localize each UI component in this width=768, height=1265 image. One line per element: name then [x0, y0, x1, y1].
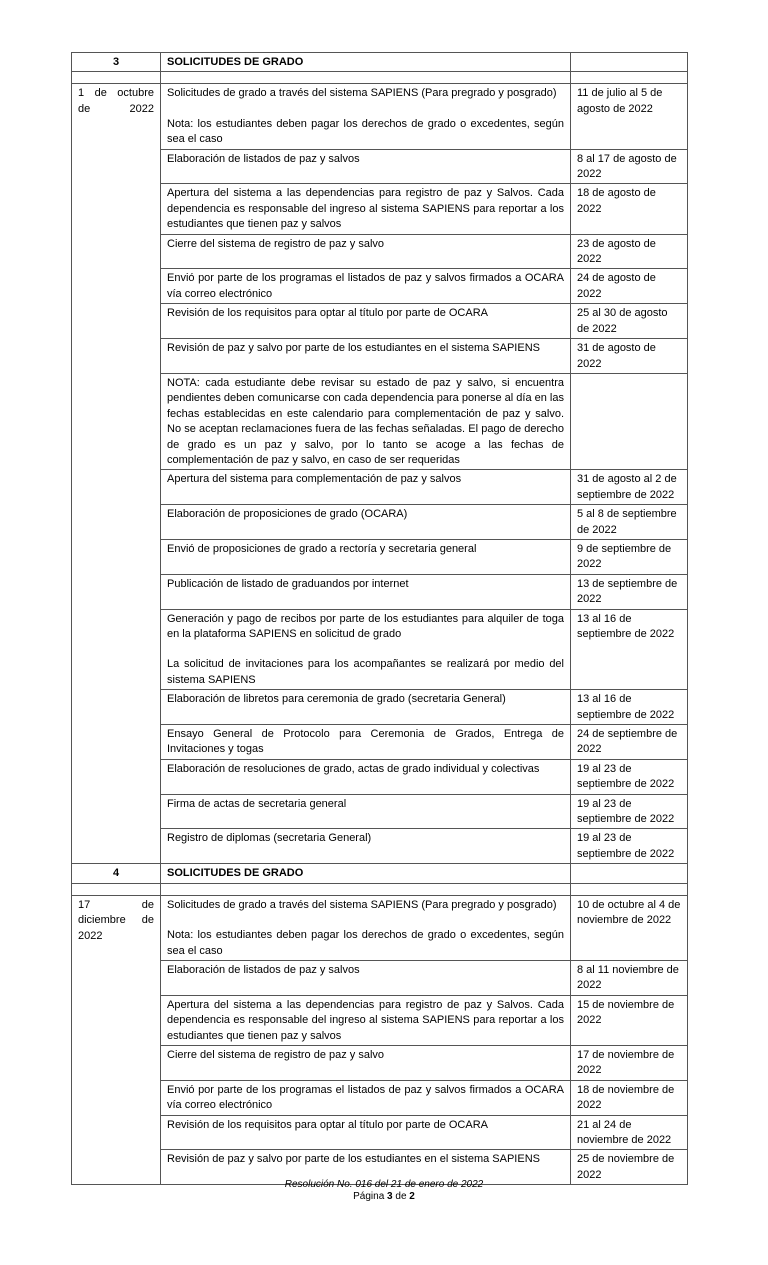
activity-cell: [161, 373, 571, 469]
calendar-table-body: [72, 53, 688, 1185]
activity-text: La solicitud de invitaciones para los acompañantes se realizará por medio del sistema SAPIENS: [167, 658, 564, 686]
section-title: SOLICITUDES DE GRADO: [161, 864, 571, 883]
activity-cell: [161, 794, 571, 829]
activity-row: [72, 725, 688, 760]
activity-date: 15 de noviembre de 2022: [571, 995, 688, 1045]
activity-cell: [161, 84, 571, 149]
activity-date: 17 de noviembre de 2022: [571, 1045, 688, 1080]
activity-text: Apertura del sistema a las dependencias para registro de paz y Salvos. Cada dependencia es responsable del ingreso al sistema SAPIENS para reportar a los estudiantes que tienen paz y salvos: [167, 187, 564, 231]
activity-text: Generación y pago de recibos por parte de los estudiantes para alquiler de toga en la plataforma SAPIENS en solicitud de grado: [167, 612, 564, 640]
activity-row: [72, 373, 688, 469]
activity-row: [72, 339, 688, 374]
activity-text: Apertura del sistema a las dependencias para registro de paz y Salvos. Cada dependencia es responsable del ingreso al sistema SAPIENS para reportar a los estudiantes que tienen paz y salvos: [167, 998, 564, 1042]
calendar-table: [71, 52, 688, 1185]
activity-date: 9 de septiembre de 2022: [571, 539, 688, 574]
activity-text: Elaboración de resoluciones de grado, actas de grado individual y colectivas: [167, 762, 540, 775]
activity-row: [72, 149, 688, 184]
activity-cell: [161, 1080, 571, 1115]
section-period: 17 de diciembre de 2022: [72, 895, 161, 1185]
activity-date: [571, 373, 688, 469]
activity-text: Cierre del sistema de registro de paz y salvo: [167, 237, 385, 250]
activity-row: [72, 234, 688, 269]
activity-cell: [161, 234, 571, 269]
activity-text: Firma de actas de secretaria general: [167, 797, 347, 810]
activity-date: 5 al 8 de septiembre de 2022: [571, 505, 688, 540]
activity-row: [72, 759, 688, 794]
activity-date: 31 de agosto de 2022: [571, 339, 688, 374]
activity-date: 19 al 23 de septiembre de 2022: [571, 829, 688, 864]
activity-row: [72, 895, 688, 960]
activity-row: [72, 1115, 688, 1150]
activity-text: Revisión de los requisitos para optar al título por parte de OCARA: [167, 1118, 488, 1131]
footer-page-current: 3: [387, 1191, 393, 1202]
page-footer: [0, 1179, 768, 1203]
activity-text: Elaboración de listados de paz y salvos: [167, 963, 360, 976]
activity-date: 19 al 23 de septiembre de 2022: [571, 759, 688, 794]
activity-cell: [161, 725, 571, 760]
activity-date: 10 de octubre al 4 de noviembre de 2022: [571, 895, 688, 960]
spacer-cell: [72, 72, 161, 84]
activity-cell: [161, 960, 571, 995]
section-number: 4: [72, 864, 161, 883]
activity-row: [72, 960, 688, 995]
activity-date: 18 de noviembre de 2022: [571, 1080, 688, 1115]
activity-text: Elaboración de proposiciones de grado (OCARA): [167, 508, 408, 521]
activity-date: 31 de agosto al 2 de septiembre de 2022: [571, 470, 688, 505]
section-header-row: [72, 53, 688, 72]
activity-date: 19 al 23 de septiembre de 2022: [571, 794, 688, 829]
activity-text: Publicación de listado de graduandos por internet: [167, 577, 409, 590]
activity-row: [72, 1080, 688, 1115]
activity-row: [72, 1045, 688, 1080]
activity-cell: [161, 539, 571, 574]
section-title: SOLICITUDES DE GRADO: [161, 53, 571, 72]
activity-text: Registro de diplomas (secretaria General): [167, 832, 372, 845]
activity-date: 13 de septiembre de 2022: [571, 574, 688, 609]
spacer-cell: [72, 883, 161, 895]
footer-page-of: de: [395, 1191, 407, 1202]
activity-text: Elaboración de libretos para ceremonia de grado (secretaria General): [167, 693, 506, 706]
activity-row: [72, 995, 688, 1045]
activity-date: 24 de septiembre de 2022: [571, 725, 688, 760]
section-number: 3: [72, 53, 161, 72]
activity-cell: [161, 690, 571, 725]
activity-cell: [161, 895, 571, 960]
section-header-empty-cell: [571, 864, 688, 883]
activity-text: Elaboración de listados de paz y salvos: [167, 152, 360, 165]
activity-row: [72, 304, 688, 339]
spacer-cell: [571, 883, 688, 895]
activity-cell: [161, 339, 571, 374]
activity-cell: [161, 995, 571, 1045]
activity-text: Cierre del sistema de registro de paz y salvo: [167, 1048, 385, 1061]
activity-date: 18 de agosto de 2022: [571, 184, 688, 234]
activity-row: [72, 609, 688, 690]
activity-date: 25 al 30 de agosto de 2022: [571, 304, 688, 339]
section-header-empty-cell: [571, 53, 688, 72]
activity-row: [72, 539, 688, 574]
activity-cell: [161, 149, 571, 184]
activity-text: Nota: los estudiantes deben pagar los derechos de grado o excedentes, según sea el caso: [167, 117, 564, 146]
activity-date: 25 de noviembre de 2022: [571, 1150, 688, 1185]
activity-text: Solicitudes de grado a través del sistema SAPIENS (Para pregrado y posgrado): [167, 87, 557, 100]
activity-row: [72, 184, 688, 234]
footer-resolution: Resolución No. 016 del 21 de enero de 2022: [284, 1179, 484, 1190]
activity-text: Envió por parte de los programas el listados de paz y salvos firmados a OCARA vía correo electrónico: [167, 1083, 564, 1112]
activity-text: Apertura del sistema para complementación de paz y salvos: [167, 473, 462, 486]
section-spacer-row: [72, 883, 688, 895]
activity-row: [72, 505, 688, 540]
activity-text: Envió de proposiciones de grado a rectoría y secretaria general: [167, 542, 477, 555]
activity-text: Ensayo General de Protocolo para Ceremonia de Grados, Entrega de Invitaciones y togas: [167, 728, 564, 756]
spacer-cell: [571, 72, 688, 84]
activity-date: 8 al 11 noviembre de 2022: [571, 960, 688, 995]
activity-cell: [161, 184, 571, 234]
spacer-cell: [161, 72, 571, 84]
activity-date: 21 al 24 de noviembre de 2022: [571, 1115, 688, 1150]
activity-cell: [161, 759, 571, 794]
section-period: 1 de octubre de 2022: [72, 84, 161, 864]
activity-row: [72, 84, 688, 149]
activity-cell: [161, 505, 571, 540]
footer-page-number: [0, 1191, 768, 1203]
activity-row: [72, 829, 688, 864]
footer-page-word: Página: [353, 1191, 385, 1202]
footer-page-total: 2: [409, 1191, 415, 1202]
activity-row: [72, 574, 688, 609]
activity-text: NOTA: cada estudiante debe revisar su estado de paz y salvo, si encuentra pendientes deben comunicarse con cada dependencia para ponerse al día en las fechas establecidas en este calendario para complementación de paz y salvo. No se aceptan reclamaciones fuera de las fechas señaladas. El pago de derecho de grado es un paz y salvo, por lo tanto se acoge a las fechas de complementación de paz y salvo, en caso de ser requeridas: [167, 376, 564, 466]
activity-cell: [161, 1045, 571, 1080]
activity-row: [72, 794, 688, 829]
activity-cell: [161, 304, 571, 339]
activity-text: Envió por parte de los programas el listados de paz y salvos firmados a OCARA vía correo electrónico: [167, 272, 564, 300]
section-header-row: [72, 864, 688, 883]
activity-text: Revisión de paz y salvo por parte de los estudiantes en el sistema SAPIENS: [167, 1153, 540, 1166]
activity-row: [72, 269, 688, 304]
spacer-cell: [161, 883, 571, 895]
activity-text: Solicitudes de grado a través del sistema SAPIENS (Para pregrado y posgrado): [167, 898, 557, 911]
activity-cell: [161, 470, 571, 505]
activity-cell: [161, 269, 571, 304]
activity-date: 23 de agosto de 2022: [571, 234, 688, 269]
activity-date: 24 de agosto de 2022: [571, 269, 688, 304]
activity-text: Nota: los estudiantes deben pagar los derechos de grado o excedentes, según sea el caso: [167, 929, 564, 957]
activity-text: Revisión de paz y salvo por parte de los estudiantes en el sistema SAPIENS: [167, 342, 540, 355]
section-spacer-row: [72, 72, 688, 84]
activity-cell: [161, 829, 571, 864]
activity-cell: [161, 609, 571, 690]
activity-row: [72, 690, 688, 725]
activity-cell: [161, 574, 571, 609]
activity-row: [72, 470, 688, 505]
activity-cell: [161, 1115, 571, 1150]
activity-date: 11 de julio al 5 de agosto de 2022: [571, 84, 688, 149]
activity-date: 13 al 16 de septiembre de 2022: [571, 609, 688, 690]
activity-date: 13 al 16 de septiembre de 2022: [571, 690, 688, 725]
activity-text: Revisión de los requisitos para optar al título por parte de OCARA: [167, 307, 488, 320]
activity-date: 8 al 17 de agosto de 2022: [571, 149, 688, 184]
